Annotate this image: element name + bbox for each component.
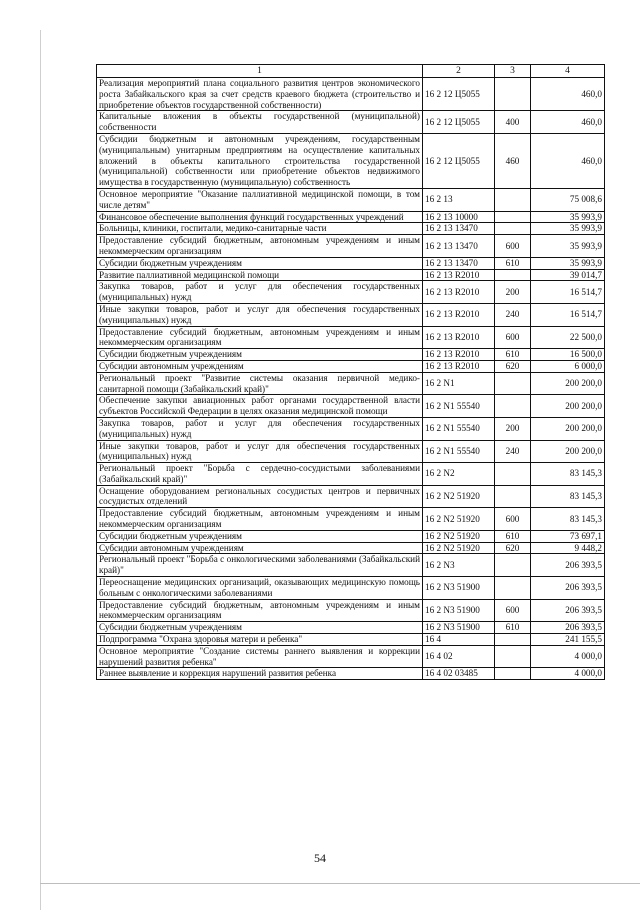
table-row (97, 372, 605, 395)
column-header-name: 1 (97, 65, 423, 78)
row-code: 16 2 13 R2010 (423, 349, 495, 361)
row-expense-type: 610 (495, 530, 531, 542)
page-number: 54 (314, 851, 326, 865)
row-name: Иные закупки товаров, работ и услуг для обеспечения государственных (муниципальных) нужд (97, 440, 423, 463)
row-expense-type: 600 (495, 235, 531, 258)
row-amount: 241 155,5 (531, 634, 605, 646)
row-name: Субсидии бюджетным учреждениям (97, 530, 423, 542)
row-code: 16 2 N3 51900 (423, 577, 495, 600)
row-expense-type (495, 372, 531, 395)
row-expense-type (495, 269, 531, 281)
table-row (97, 634, 605, 646)
row-expense-type (495, 634, 531, 646)
budget-table (96, 64, 605, 680)
row-name: Основное мероприятие "Создание системы раннего выявления и коррекции нарушений развития ребенка" (97, 645, 423, 668)
row-expense-type (495, 668, 531, 680)
table-row (97, 269, 605, 281)
row-expense-type (495, 577, 531, 600)
row-name: Реализация мероприятий плана социального развития центров экономического роста Забайкальского края за счет средств краевого бюджета (строительство и приобретение объектов государственной собственности) (97, 78, 423, 111)
row-code: 16 2 12 Ц5055 (423, 78, 495, 111)
row-expense-type (495, 211, 531, 223)
row-code: 16 2 13 R2010 (423, 326, 495, 349)
row-expense-type: 620 (495, 542, 531, 554)
row-amount: 39 014,7 (531, 269, 605, 281)
column-header-amount: 4 (531, 65, 605, 78)
row-amount: 83 145,3 (531, 485, 605, 508)
table-row (97, 554, 605, 577)
table-row (97, 440, 605, 463)
row-name: Иные закупки товаров, работ и услуг для обеспечения государственных (муниципальных) нужд (97, 303, 423, 326)
row-expense-type: 460 (495, 133, 531, 188)
row-code: 16 2 N1 (423, 372, 495, 395)
row-amount: 9 448,2 (531, 542, 605, 554)
row-code: 16 2 N2 51920 (423, 508, 495, 531)
table-row (97, 395, 605, 418)
row-name: Предоставление субсидий бюджетным, автономным учреждениям и иным некоммерческим организациям (97, 599, 423, 622)
row-name: Раннее выявление и коррекция нарушений развития ребенка (97, 668, 423, 680)
row-name: Подпрограмма "Охрана здоровья матери и ребенка" (97, 634, 423, 646)
row-expense-type (495, 395, 531, 418)
row-code: 16 2 N2 (423, 463, 495, 486)
row-code: 16 4 02 03485 (423, 668, 495, 680)
row-amount: 16 500,0 (531, 349, 605, 361)
row-amount: 83 145,3 (531, 508, 605, 531)
row-expense-type (495, 78, 531, 111)
row-name: Развитие паллиативной медицинской помощи (97, 269, 423, 281)
row-name: Субсидии бюджетным учреждениям (97, 257, 423, 269)
row-name: Субсидии автономным учреждениям (97, 542, 423, 554)
column-header-expense-type: 3 (495, 65, 531, 78)
table-row (97, 417, 605, 440)
row-code: 16 2 13 10000 (423, 211, 495, 223)
row-code: 16 2 13 (423, 188, 495, 211)
row-code: 16 2 13 R2010 (423, 269, 495, 281)
table-row (97, 360, 605, 372)
table-row (97, 668, 605, 680)
row-amount: 83 145,3 (531, 463, 605, 486)
row-amount: 200 200,0 (531, 395, 605, 418)
table-row (97, 645, 605, 668)
row-name: Субсидии бюджетным и автономным учреждениям, государственным (муниципальным) унитарным предприятиям на осуществление капитальных вложений в объекты капитального строительства государственной (муниципальной) собственности или приобретение объектов недвижимого имущества в государственную (муниципальную) собственность (97, 133, 423, 188)
row-amount: 73 697,1 (531, 530, 605, 542)
row-name: Больницы, клиники, госпитали, медико-санитарные части (97, 223, 423, 235)
row-amount: 200 200,0 (531, 417, 605, 440)
row-expense-type (495, 485, 531, 508)
row-amount: 206 393,5 (531, 554, 605, 577)
row-name: Субсидии бюджетным учреждениям (97, 349, 423, 361)
row-name: Обеспечение закупки авиационных работ органами государственной власти субъектов Российской Федерации в целях оказания медицинской помощи (97, 395, 423, 418)
table-row (97, 281, 605, 304)
row-code: 16 2 N2 51920 (423, 542, 495, 554)
row-name: Предоставление субсидий бюджетным, автономным учреждениям и иным некоммерческим организациям (97, 326, 423, 349)
table-row (97, 133, 605, 188)
row-amount: 35 993,9 (531, 235, 605, 258)
row-amount: 4 000,0 (531, 645, 605, 668)
row-expense-type: 620 (495, 360, 531, 372)
row-name: Предоставление субсидий бюджетным, автономным учреждениям и иным некоммерческим организациям (97, 508, 423, 531)
row-name: Оснащение оборудованием региональных сосудистых центров и первичных сосудистых отделений (97, 485, 423, 508)
row-name: Финансовое обеспечение выполнения функций государственных учреждений (97, 211, 423, 223)
row-name: Региональный проект "Борьба с сердечно-сосудистыми заболеваниями (Забайкальский край)" (97, 463, 423, 486)
table-row (97, 235, 605, 258)
row-amount: 206 393,5 (531, 599, 605, 622)
row-code: 16 2 N3 51900 (423, 622, 495, 634)
row-name: Региональный проект "Борьба с онкологическими заболеваниями (Забайкальский край)" (97, 554, 423, 577)
row-name: Субсидии бюджетным учреждениям (97, 622, 423, 634)
row-amount: 206 393,5 (531, 622, 605, 634)
row-code: 16 2 13 R2010 (423, 303, 495, 326)
row-expense-type (495, 188, 531, 211)
row-code: 16 2 13 13470 (423, 223, 495, 235)
row-expense-type (495, 223, 531, 235)
row-amount: 6 000,0 (531, 360, 605, 372)
row-amount: 460,0 (531, 111, 605, 134)
row-expense-type (495, 463, 531, 486)
row-amount: 16 514,7 (531, 281, 605, 304)
row-code: 16 2 N1 55540 (423, 417, 495, 440)
table-row (97, 223, 605, 235)
row-expense-type (495, 645, 531, 668)
row-code: 16 2 13 R2010 (423, 360, 495, 372)
row-name: Предоставление субсидий бюджетным, автономным учреждениям и иным некоммерческим организациям (97, 235, 423, 258)
row-expense-type: 200 (495, 281, 531, 304)
table-row (97, 485, 605, 508)
table-row (97, 78, 605, 111)
table-row (97, 303, 605, 326)
row-amount: 35 993,9 (531, 211, 605, 223)
table-row (97, 463, 605, 486)
row-name: Субсидии автономным учреждениям (97, 360, 423, 372)
row-amount: 35 993,9 (531, 257, 605, 269)
table-row (97, 211, 605, 223)
row-amount: 206 393,5 (531, 577, 605, 600)
row-amount: 460,0 (531, 133, 605, 188)
row-name: Региональный проект "Развитие системы оказания первичной медико-санитарной помощи (Забайкальский край)" (97, 372, 423, 395)
table-row (97, 508, 605, 531)
row-name: Капитальные вложения в объекты государственной (муниципальной) собственности (97, 111, 423, 134)
row-expense-type: 200 (495, 417, 531, 440)
table-row (97, 599, 605, 622)
row-expense-type: 600 (495, 599, 531, 622)
bottom-rule (40, 883, 640, 884)
column-header-code: 2 (423, 65, 495, 78)
row-code: 16 2 13 R2010 (423, 281, 495, 304)
row-code: 16 2 N3 51900 (423, 599, 495, 622)
row-amount: 200 200,0 (531, 372, 605, 395)
table-row (97, 622, 605, 634)
row-code: 16 2 13 13470 (423, 235, 495, 258)
table-row (97, 257, 605, 269)
row-code: 16 2 N1 55540 (423, 395, 495, 418)
row-expense-type: 240 (495, 440, 531, 463)
row-expense-type: 400 (495, 111, 531, 134)
row-amount: 460,0 (531, 78, 605, 111)
row-code: 16 2 12 Ц5055 (423, 133, 495, 188)
row-expense-type: 240 (495, 303, 531, 326)
table-row (97, 326, 605, 349)
row-code: 16 4 02 (423, 645, 495, 668)
row-expense-type: 600 (495, 508, 531, 531)
table-body (97, 78, 605, 680)
row-amount: 75 008,6 (531, 188, 605, 211)
row-expense-type: 600 (495, 326, 531, 349)
row-amount: 200 200,0 (531, 440, 605, 463)
row-name: Переоснащение медицинских организаций, оказывающих медицинскую помощь больным с онкологическими заболеваниями (97, 577, 423, 600)
row-name: Основное мероприятие "Оказание паллиативной медицинской помощи, в том числе детям" (97, 188, 423, 211)
row-expense-type (495, 554, 531, 577)
table-row (97, 530, 605, 542)
table-row (97, 577, 605, 600)
row-amount: 35 993,9 (531, 223, 605, 235)
row-code: 16 2 N2 51920 (423, 530, 495, 542)
row-code: 16 2 N1 55540 (423, 440, 495, 463)
row-name: Закупка товаров, работ и услуг для обеспечения государственных (муниципальных) нужд (97, 281, 423, 304)
row-expense-type: 610 (495, 349, 531, 361)
row-expense-type: 610 (495, 622, 531, 634)
table-header-row (97, 65, 605, 78)
row-code: 16 2 N3 (423, 554, 495, 577)
row-name: Закупка товаров, работ и услуг для обеспечения государственных (муниципальных) нужд (97, 417, 423, 440)
row-amount: 16 514,7 (531, 303, 605, 326)
row-amount: 22 500,0 (531, 326, 605, 349)
row-code: 16 2 12 Ц5055 (423, 111, 495, 134)
row-amount: 4 000,0 (531, 668, 605, 680)
row-code: 16 4 (423, 634, 495, 646)
table-row (97, 188, 605, 211)
row-expense-type: 610 (495, 257, 531, 269)
table-row (97, 111, 605, 134)
table-row (97, 542, 605, 554)
row-code: 16 2 N2 51920 (423, 485, 495, 508)
row-code: 16 2 13 13470 (423, 257, 495, 269)
table-row (97, 349, 605, 361)
